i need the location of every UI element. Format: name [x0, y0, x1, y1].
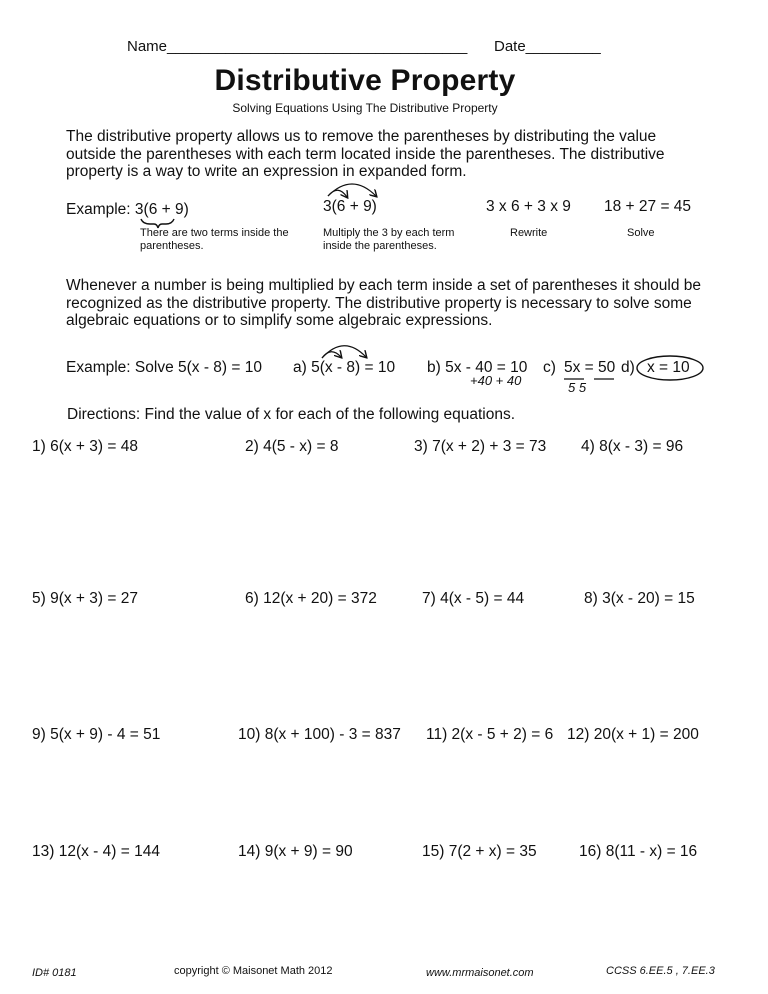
example2-step-b-addition: +40 + 40 [470, 373, 522, 388]
middle-paragraph: Whenever a number is being multiplied by each term inside a set of parentheses it should be recognized as the distributive property. The distributive property is necessary to solve some algebraic equations or to simplify some algebraic expressions. [66, 277, 701, 329]
footer-website: www.mrmaisonet.com [426, 967, 534, 979]
problem-12: 12) 20(x + 1) = 200 [567, 726, 699, 743]
note-solve: Solve [627, 227, 655, 239]
example2-step-a: a) 5(x - 8) = 10 [293, 359, 396, 376]
problem-15: 15) 7(2 + x) = 35 [422, 843, 537, 860]
problem-7: 7) 4(x - 5) = 44 [422, 590, 525, 607]
problem-8: 8) 3(x - 20) = 15 [584, 590, 695, 607]
problem-16: 16) 8(11 - x) = 16 [579, 843, 698, 860]
footer-copyright: copyright © Maisonet Math 2012 [174, 965, 333, 977]
example1-step3: 18 + 27 = 45 [604, 198, 692, 215]
example2-step-d-prefix: d) [621, 359, 635, 376]
problem-9: 9) 5(x + 9) - 4 = 51 [32, 726, 161, 743]
example2-step-d-answer: x = 10 [647, 359, 690, 376]
example2-step-c-divisor: 5 5 [568, 380, 587, 395]
note-multiply: Multiply the 3 by each term inside the parentheses. [323, 227, 455, 252]
problem-4: 4) 8(x - 3) = 96 [581, 438, 684, 455]
problem-10: 10) 8(x + 100) - 3 = 837 [238, 726, 401, 743]
answer-circle [637, 356, 703, 380]
note-rewrite: Rewrite [510, 227, 548, 239]
problem-6: 6) 12(x + 20) = 372 [245, 590, 377, 607]
note-two-terms: There are two terms inside the parentheses. [140, 227, 289, 252]
page-subtitle: Solving Equations Using The Distributive Property [232, 101, 498, 115]
page-title: Distributive Property [214, 64, 516, 97]
problem-5: 5) 9(x + 3) = 27 [32, 590, 138, 607]
intro-paragraph: The distributive property allows us to remove the parentheses by distributing the value outside the parentheses with each term located inside the parentheses. The distributive property is a way to write an expression in expanded form. [66, 128, 665, 180]
name-field-line: Name____________________________________ [127, 38, 468, 55]
date-field-line: Date_________ [494, 38, 601, 55]
problem-13: 13) 12(x - 4) = 144 [32, 843, 160, 860]
problem-3: 3) 7(x + 2) + 3 = 73 [414, 438, 547, 455]
arrow-3-to-9 [328, 184, 376, 196]
example2-label: Example: Solve 5(x - 8) = 10 [66, 359, 262, 376]
directions: Directions: Find the value of x for each of the following equations. [67, 406, 516, 423]
example1-step2: 3 x 6 + 3 x 9 [486, 198, 571, 215]
example1-step1: 3(6 + 9) [323, 198, 377, 215]
footer-standards: CCSS 6.EE.5 , 7.EE.3 [606, 965, 715, 977]
problem-2: 2) 4(5 - x) = 8 [245, 438, 339, 455]
example1-label: Example: 3(6 + 9) [66, 201, 189, 218]
example2-step-c-prefix: c) [543, 359, 556, 376]
arrow-5-to-8 [322, 346, 366, 358]
problem-11: 11) 2(x - 5 + 2) = 6 [426, 726, 554, 743]
problem-14: 14) 9(x + 9) = 90 [238, 843, 353, 860]
brace-under-terms [141, 219, 174, 228]
example2-step-c-equation: 5x = 50 [564, 359, 616, 376]
problem-1: 1) 6(x + 3) = 48 [32, 438, 138, 455]
example2-step-b: b) 5x - 40 = 10 [427, 359, 528, 376]
footer-id: ID# 0181 [32, 967, 77, 979]
